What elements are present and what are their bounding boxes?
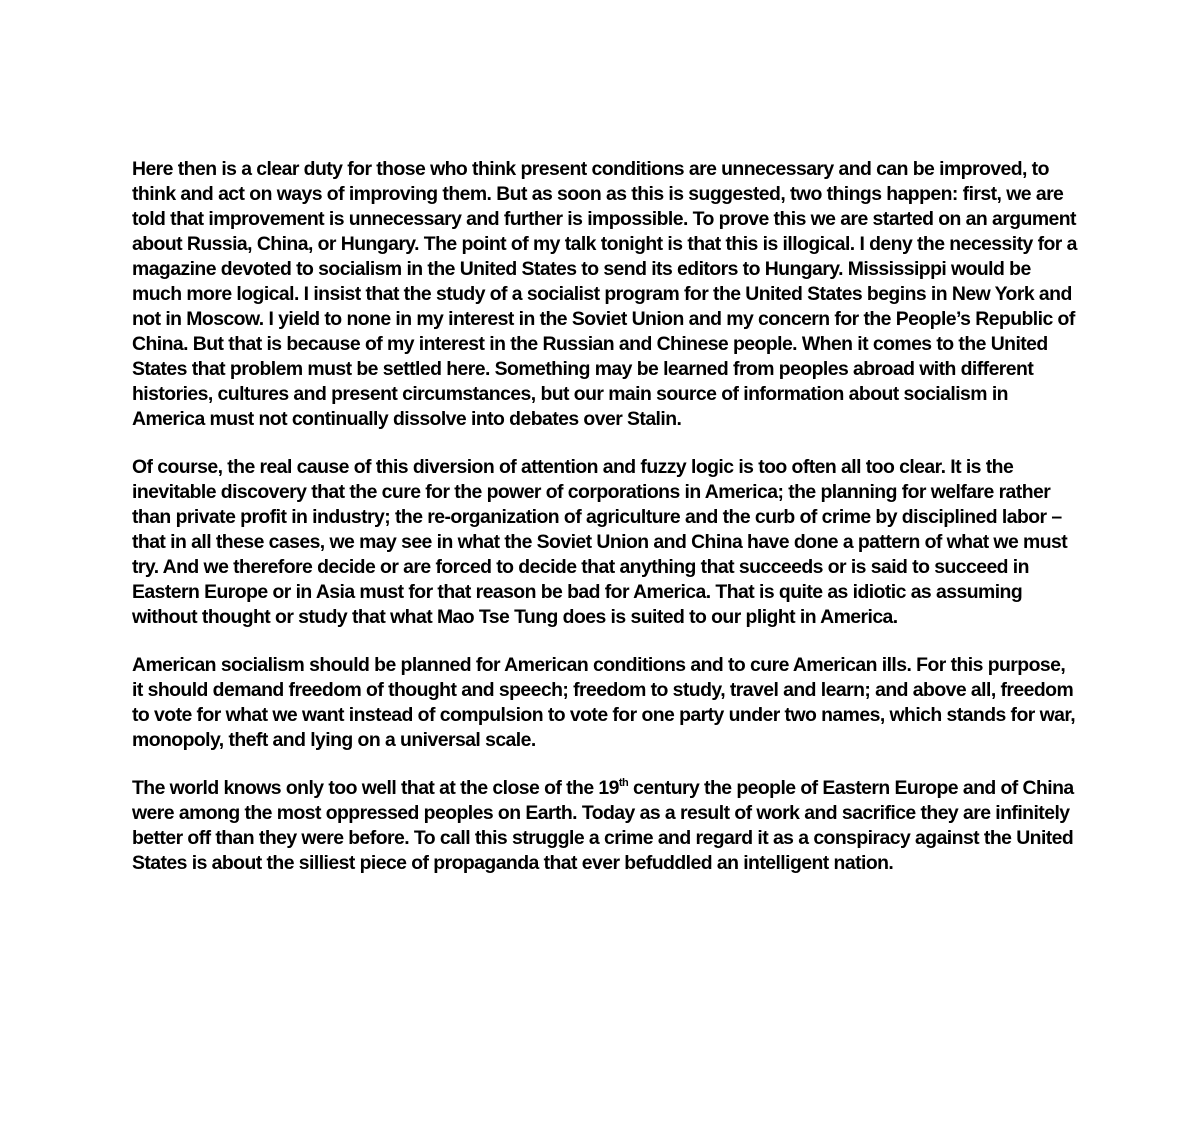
- paragraph-2: Of course, the real cause of this diversion of attention and fuzzy logic is too often all too clear. It is the inevitable discovery that the cure for the power of corporations in America; the planning for welfare rather than private profit in industry; the re-organization of agriculture and the curb of crime by disciplined labor – that in all these cases, we may see in what the Soviet Union and China have done a pattern of what we must try. And we therefore decide or are forced to decide that anything that succeeds or is said to succeed in Eastern Europe or in Asia must for that reason be bad for America. That is quite as idiotic as assuming without thought or study that what Mao Tse Tung does is suited to our plight in America.: [132, 456, 1068, 628]
- paragraph-4: [132, 776, 1077, 876]
- paragraph-3: American socialism should be planned for American conditions and to cure American ills. For this purpose, it should demand freedom of thought and speech; freedom to study, travel and learn; and above all, freedom to vote for what we want instead of compulsion to vote for one party under two names, which stands for war, monopoly, theft and lying on a universal scale.: [132, 654, 1076, 751]
- paragraph-4-text-start: The world knows only too well that at the close of the 19: [132, 777, 619, 799]
- ordinal-superscript: th: [618, 776, 629, 789]
- document-body: [132, 157, 1077, 899]
- paragraph-1: Here then is a clear duty for those who think present conditions are unnecessary and can be improved, to think and act on ways of improving them. But as soon as this is suggested, two things happen: first, we are told that improvement is unnecessary and further is impossible. To prove this we are started on an argument about Russia, China, or Hungary. The point of my talk tonight is that this is illogical. I deny the necessity for a magazine devoted to socialism in the United States to send its editors to Hungary. Mississippi would be much more logical. I insist that the study of a socialist program for the United States begins in New York and not in Moscow. I yield to none in my interest in the Soviet Union and my concern for the People’s Republic of China. But that is because of my interest in the Russian and Chinese people. When it comes to the United States that problem must be settled here. Something may be learned from peoples abroad with different histories, cultures and present circumstances, but our main source of information about socialism in America must not continually dissolve into debates over Stalin.: [132, 158, 1077, 430]
- paragraph-4-text-end: century the people of Eastern Europe and of China were among the most oppressed peoples on Earth. Today as a result of work and sacrifice they are infinitely better off than they were before. To call this struggle a crime and regard it as a conspiracy against the United States is about the silliest piece of propaganda that ever befuddled an intelligent nation.: [132, 777, 1074, 874]
